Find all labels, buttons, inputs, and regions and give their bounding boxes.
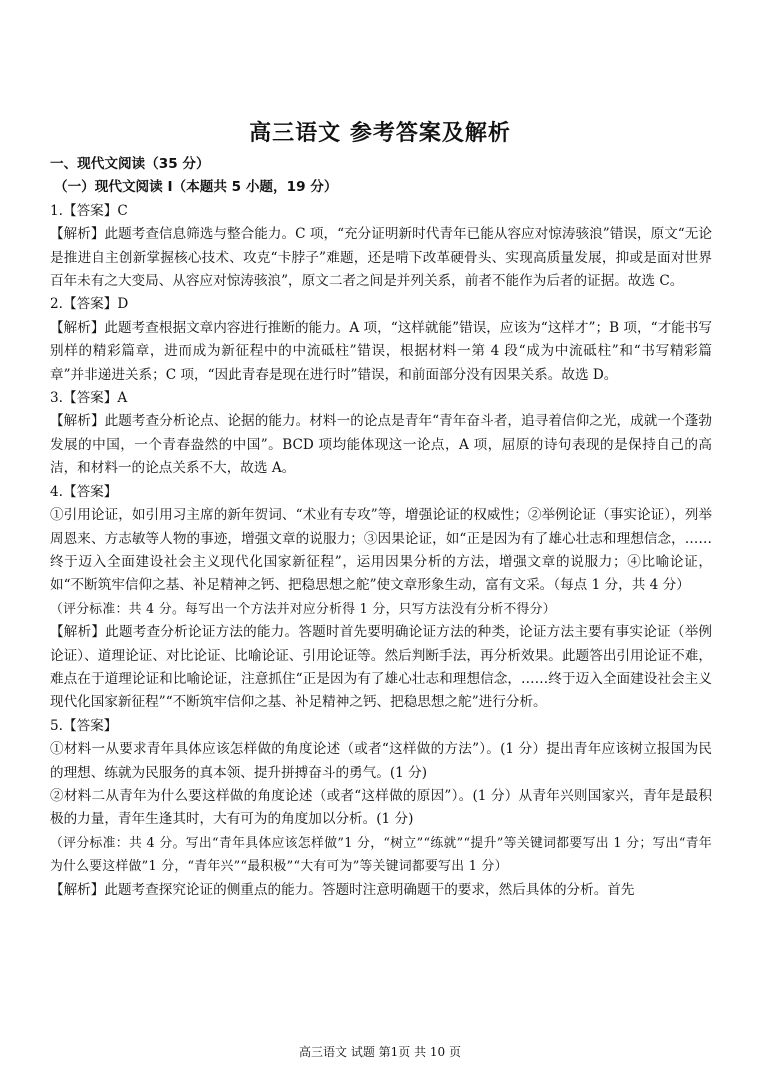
q1-analysis: 【解析】此题考查信息筛选与整合能力。C 项，“充分证明新时代青年已能从容应对惊涛骇浪”错误，原文“无论是推进自主创新掌握核心技术、攻克“卡脖子”难题，还是啃下改革硬骨头、实现高质量发展，抑或是面对世界百年未有之大变局、从容应对惊涛骇浪”，原文二者之间是并列关系，前者不能作为后者的证据。故选 C。: [50, 226, 712, 290]
page-footer: 高三语文 试题 第1页 共 10 页: [299, 1045, 461, 1059]
q5-analysis: 【解析】此题考查探究论证的侧重点的能力。答题时注意明确题干的要求，然后具体的分析。首先: [50, 881, 635, 898]
q5-point2: ②材料二从青年为什么要这样做的角度论述（或者“这样做的原因”）。(1 分）从青年兴则国家兴，青年是最积极的力量，青年生逢其时，大有可为的角度加以分析。(1 分): [50, 787, 712, 828]
q4-scoring-note: （评分标准：共 4 分。每写出一个方法并对应分析得 1 分，只写方法没有分析不得分）: [50, 601, 556, 617]
q3-answer: 3.【答案】A: [50, 390, 128, 407]
document-body: [50, 153, 712, 902]
q1-answer: 1.【答案】C: [50, 202, 128, 219]
q5-scoring-note: （评分标准：共 4 分。写出“青年具体应该怎样做”1 分，“树立”“练就”“提升”等关键词都要写出 1 分；写出“青年为什么要这样做”1 分，“青年兴”“最积极”“大有可为”等关键词都要写出 1 分）: [50, 835, 712, 875]
section-heading: 一、现代文阅读（35 分）: [50, 156, 210, 172]
document-title: 高三语文 参考答案及解析: [249, 121, 511, 146]
q2-analysis: 【解析】此题考查根据文章内容进行推断的能力。A 项，“这样就能”错误，应该为“这样才”；B 项，“才能书写别样的精彩篇章，进而成为新征程中的中流砥柱”错误，根据材料一第 4 段“成为中流砥柱”和“书写精彩篇章”并非递进关系；C 项，“因此青春是现在进行时”错误，和前面部分没有因果关系。故选 D。: [50, 319, 712, 383]
q5-answer: 5.【答案】: [50, 717, 118, 734]
q4-answer: 4.【答案】: [50, 483, 118, 500]
subsection-heading: （一）现代文阅读 I（本题共 5 小题，19 分）: [54, 179, 338, 196]
q5-point1: ①材料一从要求青年具体应该怎样做的角度论述（或者“这样做的方法”）。(1 分）提出青年应该树立报国为民的理想、练就为民服务的真本领、提升拼搏奋斗的勇气。(1 分): [50, 741, 712, 781]
q4-body: ①引用论证，如引用习主席的新年贺词、“术业有专攻”等，增强论证的权威性；②举例论证（事实论证），列举周恩来、方志敏等人物的事迹，增强文章的说服力；③因果论证，如“正是因为有了雄心壮志和理想信念，……终于迈入全面建设社会主义现代化国家新征程”，运用因果分析的方法，增强文章的说服力；④比喻论证，如“不断筑牢信仰之基、补足精神之钙、把稳思想之舵”使文章形象生动，富有文采。（每点 1 分，共 4 分）: [50, 507, 712, 594]
q2-answer: 2.【答案】D: [50, 296, 129, 313]
q3-analysis: 【解析】此题考查分析论点、论据的能力。材料一的论点是青年“青年奋斗者，追寻着信仰之光，成就一个蓬勃发展的中国，一个青春盎然的中国”。BCD 项均能体现这一论点，A 项，屈原的诗句表现的是保持自己的高洁，和材料一的论点关系不大，故选 A。: [50, 413, 712, 477]
q4-analysis: 【解析】此题考查分析论证方法的能力。答题时首先要明确论证方法的种类，论证方法主要有事实论证（举例论证）、道理论证、对比论证、比喻论证、引用论证等。然后判断手法，再分析效果。此题答出引用论证不难，难点在于道理论证和比喻论证，注意抓住“正是因为有了雄心壮志和理想信念，……终于迈入全面建设社会主义现代化国家新征程”“不断筑牢信仰之基、补足精神之钙、把稳思想之舵”进行分析。: [50, 624, 712, 711]
